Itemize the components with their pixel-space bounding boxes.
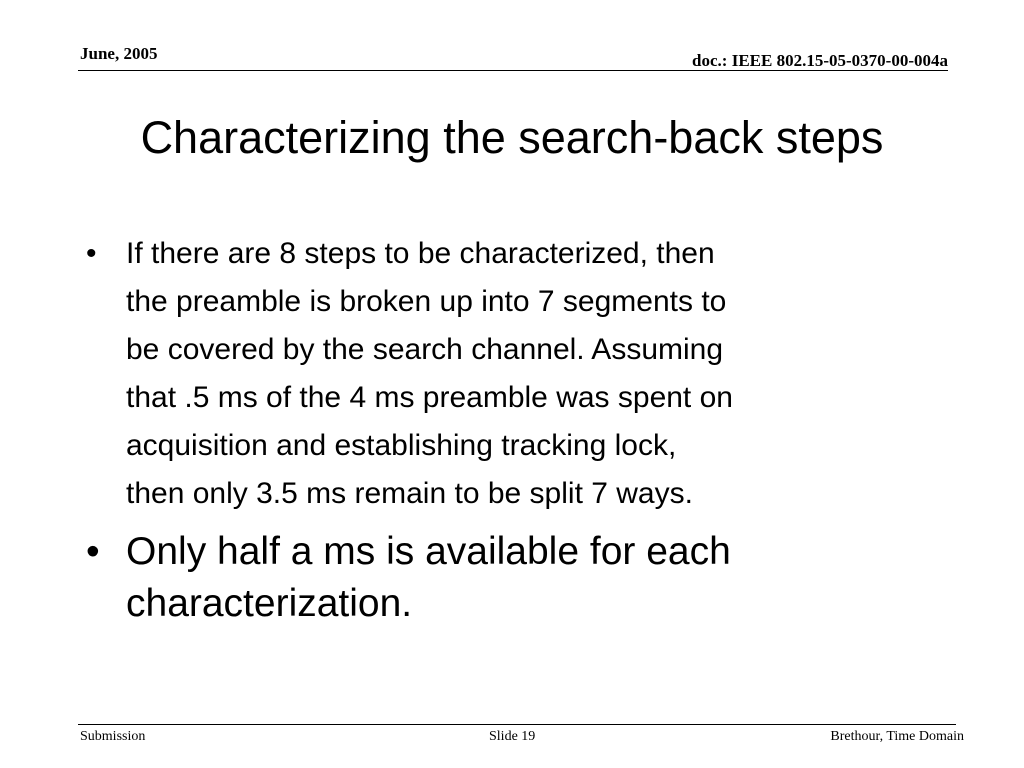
bullet-marker: • xyxy=(86,530,100,573)
bullet-text-line: that .5 ms of the 4 ms preamble was spent on xyxy=(126,381,733,414)
bullet-text-line: If there are 8 steps to be characterized, then xyxy=(126,237,715,270)
bullet-text-line: acquisition and establishing tracking lock, xyxy=(126,429,677,462)
bullet-text-line: the preamble is broken up into 7 segments to xyxy=(126,285,727,318)
bullet-item xyxy=(86,230,956,518)
header-divider xyxy=(78,70,948,71)
footer-author: Brethour, Time Domain xyxy=(830,729,964,744)
header-doc-id: doc.: IEEE 802.15-05-0370-00-004a xyxy=(692,51,948,70)
slide-title: Characterizing the search-back steps xyxy=(140,112,884,163)
bullet-text-line: then only 3.5 ms remain to be split 7 ways. xyxy=(126,477,693,510)
bullet-text-line: characterization. xyxy=(126,582,413,625)
bullet-item xyxy=(86,526,956,630)
footer-submission: Submission xyxy=(80,729,146,744)
footer-divider xyxy=(78,724,956,725)
bullet-text-line: Only half a ms is available for each xyxy=(126,530,731,573)
bullet-marker: • xyxy=(86,237,97,270)
bullet-text-line: be covered by the search channel. Assuming xyxy=(126,333,724,366)
footer-slide-number: Slide 19 xyxy=(489,729,536,744)
bullet-list xyxy=(86,230,956,630)
header-date: June, 2005 xyxy=(80,44,158,63)
